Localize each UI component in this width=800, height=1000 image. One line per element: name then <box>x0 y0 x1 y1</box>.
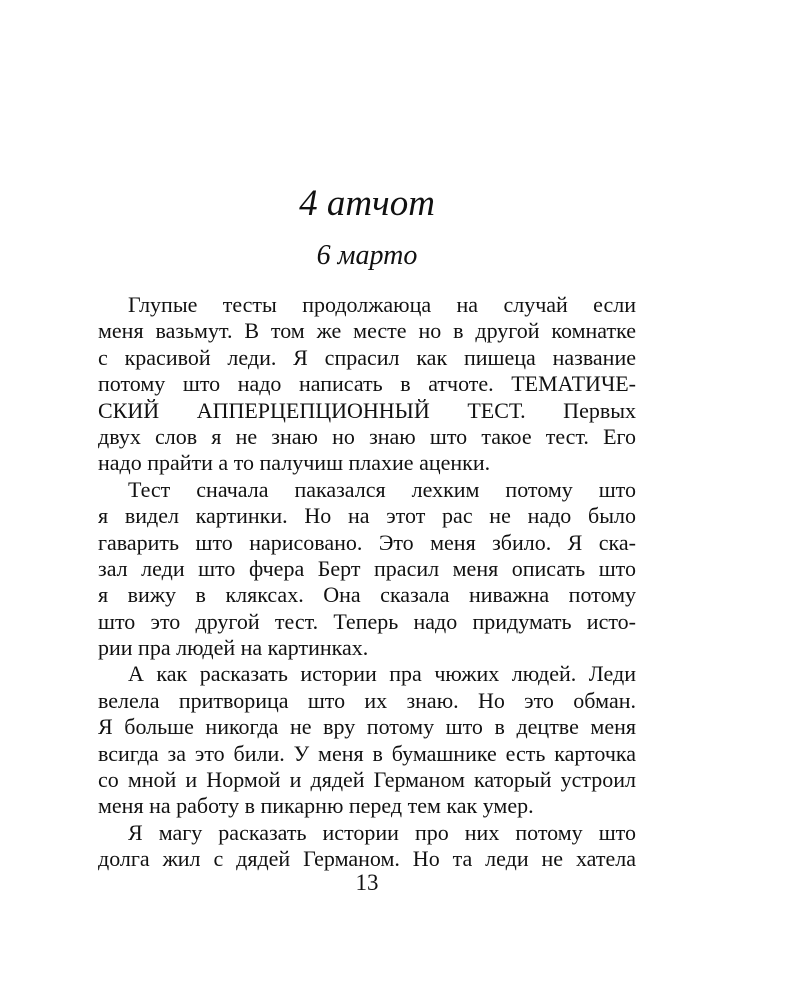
text-line: я вижу в кляксах. Она сказала ниважна потому <box>98 582 636 608</box>
text-line: Тест сначала паказался лехким потому што <box>128 476 636 502</box>
text-line: А как расказать истории пра чюжих людей. Леди <box>128 661 636 687</box>
page-number: 13 <box>355 870 379 895</box>
text-line: СКИЙ АППЕРЦЕПЦИОННЫЙ ТЕСТ. Первых <box>98 397 636 423</box>
text-line: што это другой тест. Теперь надо придумать исто- <box>98 608 636 634</box>
text-line: долга жил с дядей Германом. Но та леди не хатела <box>98 846 636 872</box>
text-line: рии пра людей на картинках. <box>98 635 369 661</box>
text-line: меня на работу в пикарню перед тем как умер. <box>98 793 534 819</box>
text-line: потому што надо написать в атчоте. ТЕМАТИЧЕ- <box>98 371 636 397</box>
text-line: Глупые тесты продолжаюца на случай если <box>128 292 636 317</box>
text-line: надо прайти а то палучиш плахие аценки. <box>98 450 491 476</box>
text-line: Я магу расказать истории про них потому што <box>128 819 636 845</box>
text-line: зал леди што фчера Берт прасил меня описать што <box>98 555 636 581</box>
text-line: всигда за это били. У меня в бумашнике есть карточка <box>98 740 636 766</box>
text-line: со мной и Нормой и дядей Германом каторый устроил <box>98 767 636 793</box>
text-line: Я больше никогда не вру потому што в децтве меня <box>98 714 636 740</box>
text-line: с красивой леди. Я спрасил как пишеца название <box>98 344 636 370</box>
text-line: меня вазьмут. В том же месте но в другой комнатке <box>98 318 636 344</box>
text-line: велела притворица што их знаю. Но это обман. <box>98 687 636 713</box>
text-line: гаварить што нарисовано. Это меня збило. Я ска- <box>98 529 636 555</box>
text-line: двух слов я не знаю но знаю што такое тест. Его <box>98 423 636 449</box>
text-line: я видел картинки. Но на этот рас не надо было <box>98 503 636 529</box>
entry-date: 6 марто <box>316 240 418 271</box>
body-text <box>98 292 636 873</box>
chapter-title: 4 атчот <box>299 183 435 224</box>
